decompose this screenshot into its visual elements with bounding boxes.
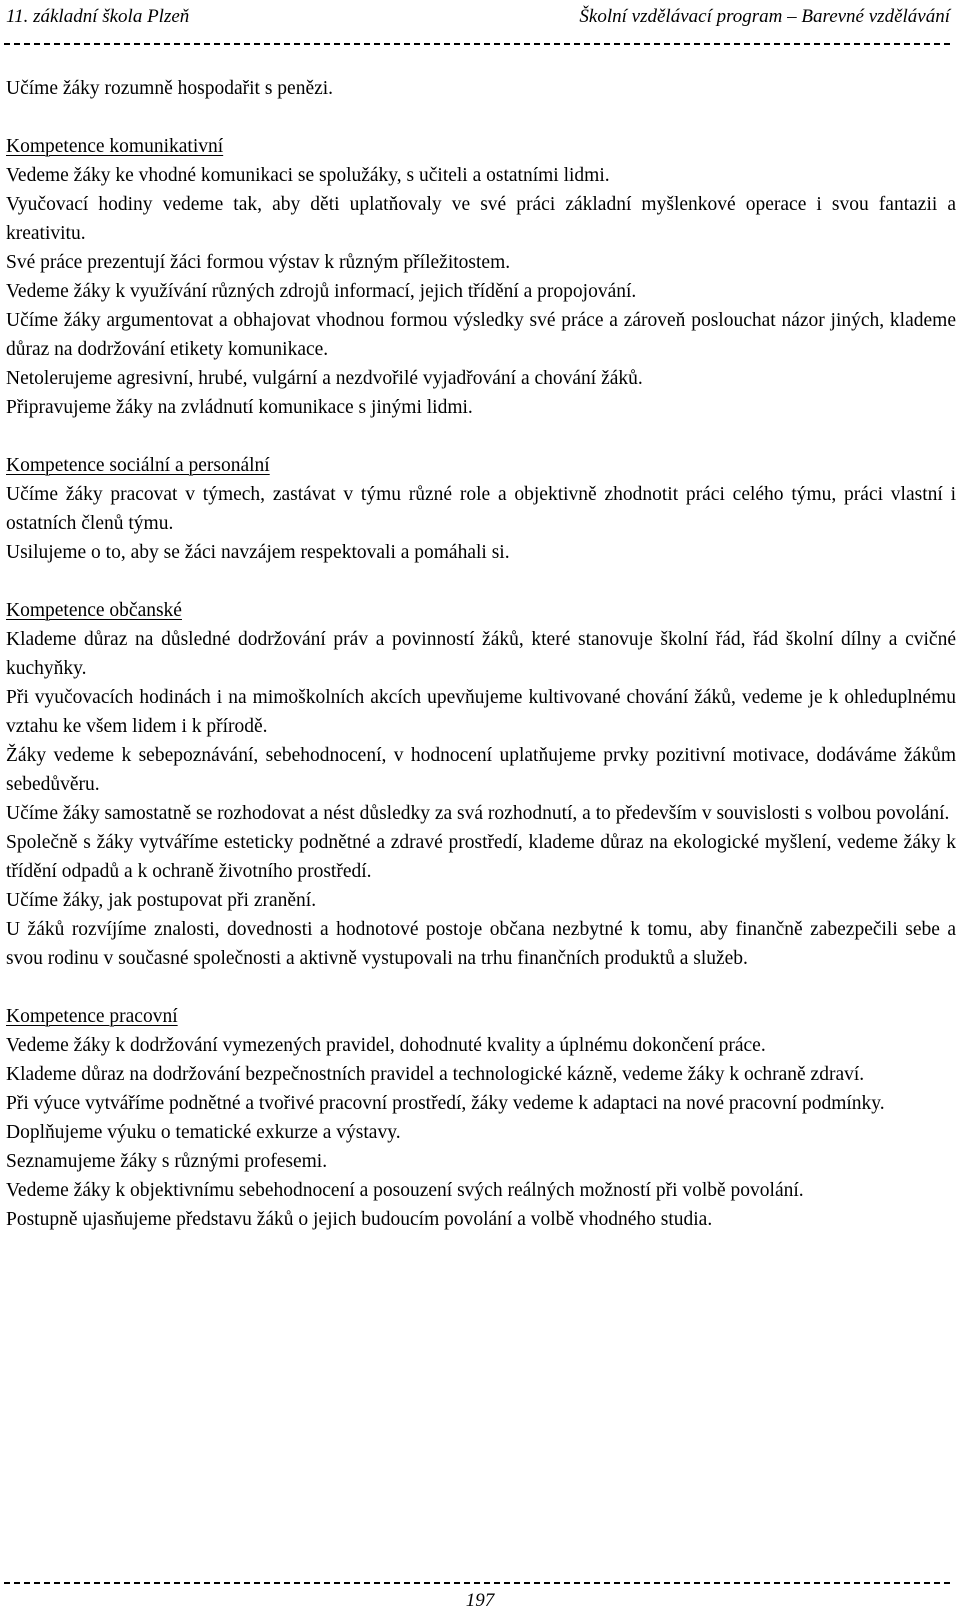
paragraph: Při vyučovacích hodinách i na mimoškolních akcích upevňujeme kultivované chování žáků, vedeme je k ohleduplnému vztahu ke všem lidem i k přírodě. (6, 687, 956, 737)
section-work (6, 1002, 956, 1234)
paragraph: Učíme žáky argumentovat a obhajovat vhodnou formou výsledky své práce a zároveň poslouchat názor jiných, klademe důraz na dodržování etikety komunikace. (6, 310, 956, 360)
page-number: 197 (465, 1590, 495, 1611)
footer-divider (4, 1582, 950, 1584)
section-heading: Kompetence občanské (6, 600, 182, 621)
paragraph: Klademe důraz na důsledné dodržování práv a povinností žáků, které stanovuje školní řád, řád školní dílny a cvičné kuchyňky. (6, 629, 956, 679)
section-communicative (6, 132, 956, 422)
section-gap (6, 422, 956, 451)
running-header (4, 4, 950, 30)
section-heading: Kompetence komunikativní (6, 136, 224, 157)
section-heading: Kompetence pracovní (6, 1006, 178, 1027)
paragraph: Učíme žáky, jak postupovat při zranění. (6, 890, 317, 911)
paragraph: Vedeme žáky k objektivnímu sebehodnocení a posouzení svých reálných možností při volbě povolání. (6, 1180, 804, 1201)
paragraph: Klademe důraz na dodržování bezpečnostních pravidel a technologické kázně, vedeme žáky k ochraně zdraví. (6, 1064, 865, 1085)
paragraph: Žáky vedeme k sebepoznávání, sebehodnocení, v hodnocení uplatňujeme prvky pozitivní motivace, dodáváme žákům sebedůvěru. (6, 745, 956, 795)
header-divider (4, 43, 950, 45)
section-social-personal (6, 451, 956, 567)
paragraph: Připravujeme žáky na zvládnutí komunikace s jinými lidmi. (6, 397, 473, 418)
paragraph: Společně s žáky vytváříme esteticky podnětné a zdravé prostředí, klademe důraz na ekologické myšlení, vedeme žáky k třídění odpadů a k ochraně životního prostředí. (6, 832, 956, 882)
section-gap (6, 103, 956, 132)
paragraph: Doplňujeme výuku o tematické exkurze a výstavy. (6, 1122, 401, 1143)
section-civic (6, 596, 956, 973)
paragraph: U žáků rozvíjíme znalosti, dovednosti a hodnotové postoje občana nezbytné k tomu, aby finančně zabezpečili sebe a svou rodinu v současné společnosti a aktivně vystupovali na trhu finančních produktů a služeb. (6, 919, 956, 969)
header-program-title: Školní vzdělávací program – Barevné vzdělávání (579, 6, 950, 27)
paragraph: Netolerujeme agresivní, hrubé, vulgární a nezdvořilé vyjadřování a chování žáků. (6, 368, 643, 389)
section-gap (6, 567, 956, 596)
section-gap (6, 973, 956, 1002)
document-body (6, 74, 956, 1234)
paragraph: Postupně ujasňujeme představu žáků o jejich budoucím povolání a volbě vhodného studia. (6, 1209, 713, 1230)
paragraph: Vedeme žáky k dodržování vymezených pravidel, dohodnuté kvality a úplnému dokončení práce. (6, 1035, 766, 1056)
intro-paragraph: Učíme žáky rozumně hospodařit s penězi. (6, 78, 334, 99)
header-school-name: 11. základní škola Plzeň (6, 6, 190, 27)
paragraph: Vedeme žáky ke vhodné komunikaci se spolužáky, s učiteli a ostatními lidmi. (6, 165, 610, 186)
paragraph: Učíme žáky pracovat v týmech, zastávat v týmu různé role a objektivně zhodnotit práci celého týmu, práci vlastní i ostatních členů týmu. (6, 484, 956, 534)
paragraph: Při výuce vytváříme podnětné a tvořivé pracovní prostředí, žáky vedeme k adaptaci na nové pracovní podmínky. (6, 1093, 885, 1114)
paragraph: Usilujeme o to, aby se žáci navzájem respektovali a pomáhali si. (6, 542, 510, 563)
section-heading: Kompetence sociální a personální (6, 455, 270, 476)
paragraph: Vyučovací hodiny vedeme tak, aby děti uplatňovaly ve své práci základní myšlenkové operace i svou fantazii a kreativitu. (6, 194, 956, 244)
paragraph: Seznamujeme žáky s různými profesemi. (6, 1151, 328, 1172)
paragraph: Učíme žáky samostatně se rozhodovat a nést důsledky za svá rozhodnutí, a to především v souvislosti s volbou povolání. (6, 803, 950, 824)
paragraph: Své práce prezentují žáci formou výstav k různým příležitostem. (6, 252, 511, 273)
paragraph: Vedeme žáky k využívání různých zdrojů informací, jejich třídění a propojování. (6, 281, 637, 302)
